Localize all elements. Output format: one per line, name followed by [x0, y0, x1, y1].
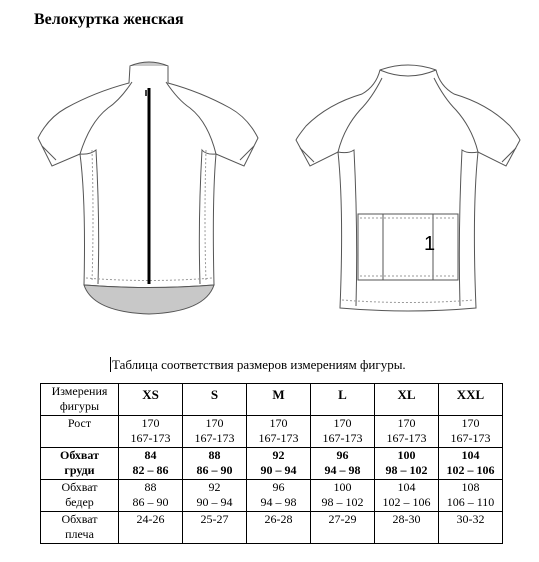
cell-range: 86 – 90 — [196, 463, 233, 477]
table-cell — [247, 416, 311, 448]
jersey-back-view — [296, 65, 520, 311]
table-cell — [311, 512, 375, 544]
table-cell — [247, 480, 311, 512]
header-measure-line1: Измерения — [51, 384, 108, 398]
table-header-row — [41, 384, 503, 416]
table-cell — [183, 416, 247, 448]
table-cell — [311, 480, 375, 512]
table-cell — [183, 480, 247, 512]
row-label-line1: Обхват — [60, 448, 99, 462]
cell-range: 167-173 — [194, 431, 235, 445]
header-size-s: S — [183, 384, 247, 416]
row-label-line2: плеча — [65, 527, 94, 541]
header-measure-line2: фигуры — [59, 399, 100, 413]
table-cell — [119, 448, 183, 480]
row-label — [41, 512, 119, 544]
cell-range: 98 – 102 — [321, 495, 364, 509]
table-cell — [119, 480, 183, 512]
text-cursor — [110, 357, 111, 372]
table-row-arm — [41, 512, 503, 544]
row-label-line1: Обхват — [61, 480, 98, 494]
cell-value: 170 — [461, 416, 480, 430]
table-cell — [183, 512, 247, 544]
cell-value: 104 — [461, 448, 480, 462]
cell-value: 170 — [269, 416, 288, 430]
cell-value: 104 — [397, 480, 416, 494]
header-measure-cell — [41, 384, 119, 416]
row-label — [41, 448, 119, 480]
cell-value: 26-28 — [264, 512, 293, 526]
table-row-hips — [41, 480, 503, 512]
table-cell — [375, 416, 439, 448]
table-cell — [375, 480, 439, 512]
cell-range: 98 – 102 — [385, 463, 428, 477]
cell-value: 96 — [272, 480, 285, 494]
cell-range: 82 – 86 — [132, 463, 169, 477]
cell-range: 86 – 90 — [132, 495, 169, 509]
caption-text: Таблица соответствия размеров измерениям фигуры. — [112, 357, 406, 372]
cell-value: 28-30 — [392, 512, 421, 526]
table-cell — [375, 448, 439, 480]
cell-value: 27-29 — [328, 512, 357, 526]
table-caption — [110, 357, 406, 373]
table-cell — [119, 512, 183, 544]
cell-value: 92 — [208, 480, 221, 494]
cell-range: 94 – 98 — [260, 495, 297, 509]
row-label-line1: Рост — [67, 416, 92, 430]
cell-value: 108 — [461, 480, 480, 494]
cell-value: 84 — [144, 448, 157, 462]
cell-range: 167-173 — [130, 431, 171, 445]
table-row-height — [41, 416, 503, 448]
cell-value: 88 — [208, 448, 221, 462]
table-cell — [439, 512, 503, 544]
cell-value: 100 — [333, 480, 352, 494]
header-size-xs: XS — [119, 384, 183, 416]
cell-range: 90 – 94 — [260, 463, 297, 477]
cell-value: 88 — [144, 480, 157, 494]
header-size-m: M — [247, 384, 311, 416]
table-cell — [183, 448, 247, 480]
table-cell — [375, 512, 439, 544]
table-cell — [311, 416, 375, 448]
row-label — [41, 480, 119, 512]
header-size-xl: XL — [375, 384, 439, 416]
back-body-outline — [296, 65, 520, 311]
table-cell — [439, 416, 503, 448]
cell-value: 170 — [141, 416, 160, 430]
table-cell — [439, 480, 503, 512]
cell-value: 30-32 — [456, 512, 485, 526]
back-pocket-label: 1 — [424, 233, 436, 255]
row-label-line1: Обхват — [61, 512, 98, 526]
cell-range: 102 – 106 — [382, 495, 431, 509]
cell-value: 100 — [397, 448, 416, 462]
cell-range: 102 – 106 — [446, 463, 495, 477]
jersey-front-view — [38, 62, 258, 314]
table-row-chest — [41, 448, 503, 480]
table-cell — [311, 448, 375, 480]
row-label — [41, 416, 119, 448]
page-title: Велокуртка женская — [34, 11, 184, 28]
cell-range: 167-173 — [258, 431, 299, 445]
cell-value: 170 — [333, 416, 352, 430]
table-cell — [119, 416, 183, 448]
cell-range: 90 – 94 — [196, 495, 233, 509]
cell-range: 106 – 110 — [446, 495, 495, 509]
row-label-line2: груди — [64, 463, 95, 477]
cell-value: 25-27 — [200, 512, 229, 526]
table-cell — [247, 448, 311, 480]
cell-value: 96 — [336, 448, 349, 462]
cell-value: 170 — [397, 416, 416, 430]
cell-range: 94 – 98 — [324, 463, 361, 477]
size-table — [40, 383, 503, 544]
table-cell — [247, 512, 311, 544]
cell-value: 170 — [205, 416, 224, 430]
table-cell — [439, 448, 503, 480]
cell-value: 92 — [272, 448, 285, 462]
header-size-xxl: XXL — [439, 384, 503, 416]
front-hem — [84, 285, 214, 314]
cell-range: 167-173 — [386, 431, 427, 445]
row-label-line2: бедер — [65, 495, 94, 509]
cell-value: 24-26 — [136, 512, 165, 526]
header-size-l: L — [311, 384, 375, 416]
cell-range: 167-173 — [450, 431, 491, 445]
cell-range: 167-173 — [322, 431, 363, 445]
